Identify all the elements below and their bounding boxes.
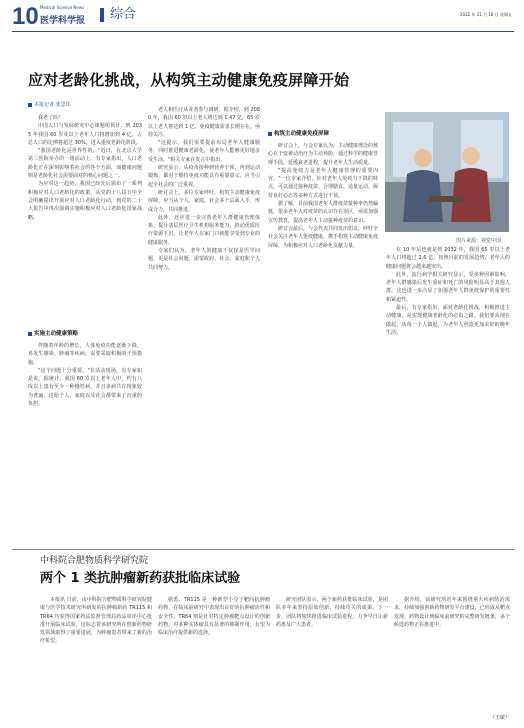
page-number: 10	[12, 3, 39, 30]
subhead-text: 实施主动健康策略	[34, 331, 79, 337]
article2-column-4	[394, 596, 510, 712]
paragraph: 研讨会最后，与会代表共同发出倡议，呼吁全社会关注老年人免疫健康，携手构筑主动健康免疫屏障，为积极应对人口老龄化贡献力量。	[268, 225, 378, 249]
section-marker-icon	[100, 8, 104, 22]
article1-subhead-1	[28, 330, 78, 338]
article2-author-tail: （王敏）	[489, 715, 510, 721]
paragraph: 据介绍，该研究所近年来围绕重大疾病防治需求，持续加强创新药物研发平台建设，已形成从靶点发现、药物设计到临床前研究的完整研发链条，多个候选药物正在推进中。	[394, 597, 510, 628]
paragraph: "我国老龄化是世界性的。"近日，在北京大学第三医院举办的一场活动上，有专家指出，人口老龄化正在深刻影响着社会的各个方面，而健康问题则是老龄化社会需要面对的核心问题之一。	[28, 148, 142, 180]
subhead-square-icon	[28, 332, 32, 336]
article1-subhead-2	[268, 130, 329, 138]
paragraph: 此外，流行病学相关研究显示，受多种因素影响，老年人群感染后发生重症和死亡的风险明显高于其他人群，这也进一步凸显了加强老年人群免疫保护的重要性和紧迫性。	[386, 271, 510, 303]
article2-column-1	[40, 596, 152, 720]
paragraph: 研讨会上，多位专家呼吁，构筑主动健康免疫屏障，应当从个人、家庭、社会多个层面入手，形成合力，共同推进。	[148, 189, 260, 213]
article-separator	[12, 549, 514, 550]
paragraph: 为应对这一趋势，我国已经先后颁布了一系列积极应对人口老龄化的政策，从党的十八届五中全会明确提出开展应对人口老龄化行动，到党的二十大报告中再次强调实施积极应对人口老龄化国家战略。	[28, 181, 142, 221]
article2-headline: 两个 1 类抗肿瘤新药获批临床试验	[40, 571, 241, 586]
paragraph: 据悉，TR115 是一种新型小分子靶向抗肿瘤药物，在临床前研究中表现出良好的抗肿瘤活性和安全性。TR64 则是针对特定肿瘤靶点设计的创新药物，对多种实体瘤具有显著的抑制作用，有望为临床治疗提供新的选择。	[158, 597, 270, 637]
article-photo	[385, 112, 509, 232]
paragraph: 本报讯 日前，由中科院合肥物质科学研究院健康与医学技术研究所研发的抗肿瘤新药 TR115 和 TR64 均获得国家药品监督管理局药品审评中心批准开展临床试验，这标志着该研究所在创新药物研发领域取得了重要进展，为肿瘤患者带来了新的治疗希望。	[40, 597, 152, 645]
paragraph: "这提示，我们需要提前布局老年人健康服务，同时推进健康老龄化，使老年人能够更好地享受生活。"相关专家在发言中指出。	[148, 140, 260, 163]
subhead-square-icon	[268, 132, 272, 136]
article1-column-1	[28, 114, 142, 328]
paragraph: 最后，有专家指出，面对老龄化挑战，积极推进主动健康，是实现健康老龄化的必由之路。我们要从现在做起，从每一个人做起，为老年人创造更加美好的晚年生活。	[386, 305, 510, 336]
paragraph: 伴随着年龄的增长，人体免疫功能逐渐下降，易发生感染、肿瘤等疾病，需要采取积极的干预措施。	[28, 343, 142, 366]
paragraph: 在 10 年后也就是到 2032 年，我国 65 岁以上老年人口将超过 2.6 亿。按照目前的发展趋势，老年人的健康问题将会越来越突出。	[386, 247, 510, 270]
paragraph: "这个问题十分重要。"在活动现场，有专家如是说。据统计，我国 60 岁以上老年人中，约有八成以上患有至少一种慢性病，并且多病共存现象较为普遍，这给个人、家庭以及社会都带来了沉重的负担。	[28, 367, 142, 408]
paragraph: 中国人口与发展研究中心课题组预计，到 2035 年我国 60 岁及以上老年人口将增加到 4 亿，占总人口的比例将超过 30%，进入重度老龄化阶段。	[28, 123, 142, 146]
paragraph: 老人和医疗从业者参与调研。据介绍，到 2080 年，我国 60 岁以上老人将达到 1.47 亿，65 岁以上老人将达到 1 亿，免疫健康需求长期存在，亟待关注。	[148, 107, 260, 138]
header-divider	[12, 31, 514, 32]
issue-date: 2022 年 11 月 18 日 星期五	[460, 12, 512, 17]
paragraph: 研讨会上，与会专家认为，主动健康理念的核心在于变被动治疗为主动预防，通过科学的健康管理手段，延缓衰老进程，提升老年人生活质量。	[268, 143, 378, 166]
paper-name-en: Medical Science News	[40, 5, 85, 10]
paragraph: 研究团队表示，两个新药获批临床试验，是团队多年来坚持原始创新、持续攻关的成果。下一步，团队将加快推进临床试验进程，力争早日让新药惠及广大患者。	[276, 597, 388, 628]
article1-column-4	[386, 246, 510, 542]
subhead-text: 构筑主动健康免疫屏障	[274, 131, 330, 137]
article2-column-2	[158, 596, 270, 720]
article1-column-2	[148, 106, 260, 542]
paragraph: 专家们认为，老年人的健康不仅仅是医学问题，更是社会问题，需要政府、社会、家庭和个人共同努力。	[148, 248, 260, 271]
paragraph: "提高免疫力是老年人健康管理的重要内容。"一位专家介绍，针对老年人免疫力下降的特点，可以通过接种疫苗、合理膳食、适量运动、保持良好心态等多种方式进行干预。	[268, 167, 378, 199]
paragraph: 我老了吗？	[38, 115, 64, 121]
paragraph: 此外，还应进一步完善老年人群健康管理体系，提升基层医疗卫生机构服务能力，推动优质医疗资源下沉，让老年人在家门口就能享受到专业的健康服务。	[148, 214, 260, 246]
byline-square-icon	[28, 103, 32, 107]
article1-column-3	[268, 142, 378, 542]
photo-caption: 图片来源：视觉中国	[456, 238, 502, 244]
article-headline: 应对老龄化挑战，从构筑主动健康免疫屏障开始	[28, 71, 350, 89]
article2-column-3	[276, 596, 388, 720]
article-byline	[28, 102, 71, 109]
paragraph: 据了解，目前我国老年人群疫苗接种率仍然偏低，很多老年人对疫苗的认识存在误区，亟需加强宣传教育，提高老年人主动接种疫苗的意识。	[268, 201, 378, 224]
paragraph: 研究显示，从疫苗接种到营养干预，再到运动锻炼，都对于维持免疫功能具有重要意义，应当引起全社会的广泛重视。	[148, 165, 260, 188]
article1-column-1b	[28, 342, 142, 542]
section-name: 综合	[110, 7, 137, 22]
elderly-people-photo-icon	[385, 112, 509, 232]
article2-kicker: 中科院合肥物质科学研究院	[40, 556, 149, 566]
byline-text: 本报记者 张思玮	[34, 102, 71, 108]
paper-name: 医学科学报	[40, 16, 86, 26]
